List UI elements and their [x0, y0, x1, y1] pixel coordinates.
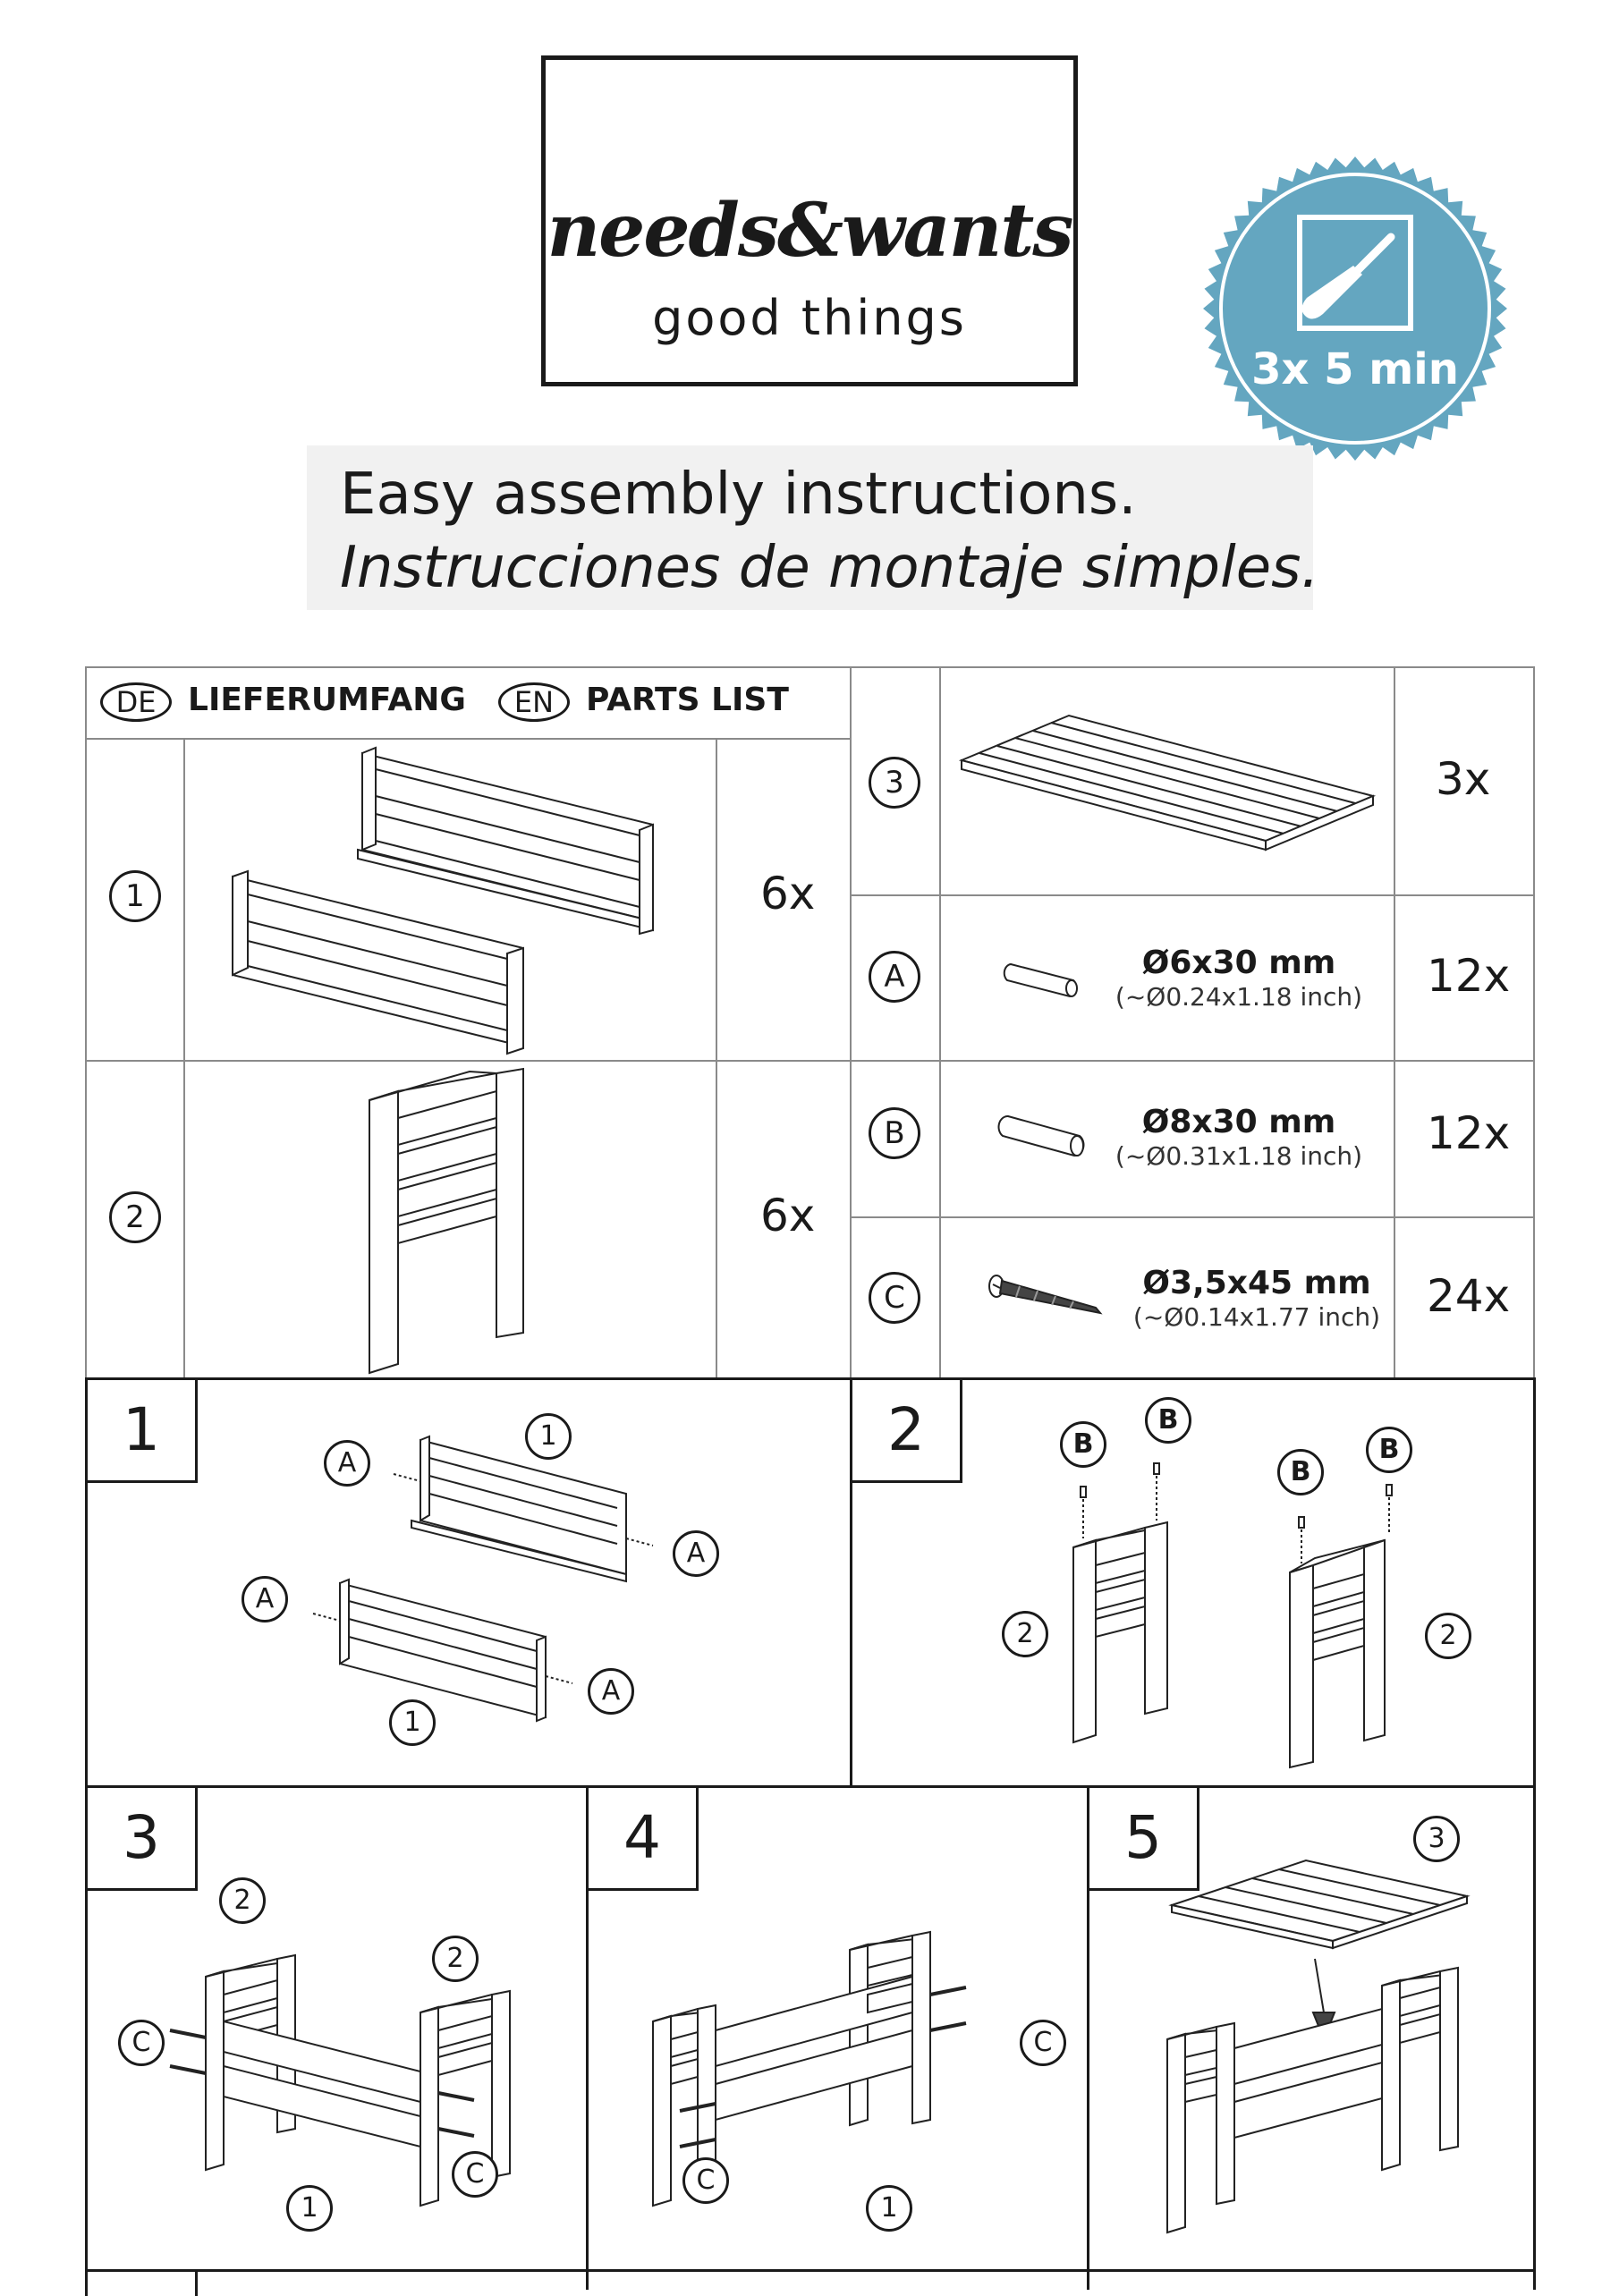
dowel-a-dimensions: Ø6x30 mm (~Ø0.24x1.18 inch): [1115, 945, 1363, 1012]
lang-badge-de: DE: [100, 682, 172, 722]
step-1-label: A: [588, 1668, 634, 1715]
step-3-label: 2: [432, 1936, 479, 1982]
step-5-number: 5: [1087, 1785, 1199, 1891]
brand-tagline: good things: [652, 290, 967, 346]
step-4-label: 1: [866, 2185, 912, 2232]
step-3-number: 3: [85, 1785, 198, 1891]
title-spanish: Instrucciones de montaje simples.: [340, 535, 1319, 601]
part-label: 1: [109, 870, 161, 922]
brand-name: needs&wants: [547, 188, 1072, 274]
step-1-label: 1: [389, 1699, 436, 1746]
part-label: C: [869, 1272, 920, 1324]
part-label: A: [869, 951, 920, 1003]
brand-logo: [541, 55, 1078, 386]
step-3-label: C: [452, 2151, 498, 2198]
step-1-label: A: [324, 1440, 370, 1487]
step-1-label: A: [242, 1576, 288, 1622]
part-quantity: 3x: [1436, 753, 1491, 805]
part-label: 2: [109, 1191, 161, 1243]
part-quantity: 6x: [760, 1190, 816, 1241]
step-1-label: A: [673, 1530, 719, 1577]
step-1-label: 1: [525, 1413, 572, 1460]
parts-list-header-en: PARTS LIST: [586, 682, 789, 718]
part-label: 3: [869, 757, 920, 809]
step-5-label: 3: [1413, 1816, 1460, 1862]
part-quantity: 24x: [1427, 1270, 1511, 1322]
part-slatted-top-illustration: [962, 716, 1382, 850]
step-2-label: 2: [1425, 1613, 1471, 1659]
assembly-time-badge: [1203, 157, 1507, 461]
parts-list-header-de: LIEFERUMFANG: [188, 682, 466, 718]
step-4-label: C: [1020, 2020, 1066, 2066]
assembly-time: 3x 5 min: [1251, 344, 1459, 394]
step-3-label: 1: [286, 2185, 333, 2232]
step-5-illustration: [1163, 1860, 1503, 2236]
step-2-label: B: [1366, 1427, 1412, 1473]
part-end-frame-illustration: [362, 1064, 541, 1373]
part-label: B: [869, 1107, 920, 1159]
step-2-label: B: [1277, 1449, 1324, 1495]
title-english: Easy assembly instructions.: [340, 462, 1137, 528]
dowel-small-icon: [1002, 955, 1091, 1000]
step-3-label: 2: [219, 1877, 266, 1924]
step-2-label: 2: [1002, 1611, 1048, 1657]
step-6-box: [85, 2269, 198, 2296]
step-2-label: B: [1145, 1397, 1191, 1444]
step-4-number: 4: [586, 1785, 699, 1891]
screw-c-dimensions: Ø3,5x45 mm (~Ø0.14x1.77 inch): [1132, 1265, 1381, 1333]
part-quantity: 6x: [760, 868, 816, 919]
part-side-frame-illustration: [228, 742, 675, 1055]
step-1-number: 1: [85, 1377, 198, 1483]
step-2-label: B: [1060, 1421, 1106, 1468]
screw-icon: [984, 1270, 1109, 1324]
dowel-large-icon: [997, 1107, 1096, 1161]
step-2-number: 2: [850, 1377, 962, 1483]
step-2-illustration: [1055, 1476, 1413, 1771]
part-quantity: 12x: [1427, 1107, 1511, 1159]
step-4-label: C: [682, 2157, 729, 2204]
lang-badge-en: EN: [498, 682, 570, 722]
part-quantity: 12x: [1427, 950, 1511, 1002]
step-3-label: C: [118, 2020, 165, 2066]
dowel-b-dimensions: Ø8x30 mm (~Ø0.31x1.18 inch): [1115, 1104, 1363, 1172]
